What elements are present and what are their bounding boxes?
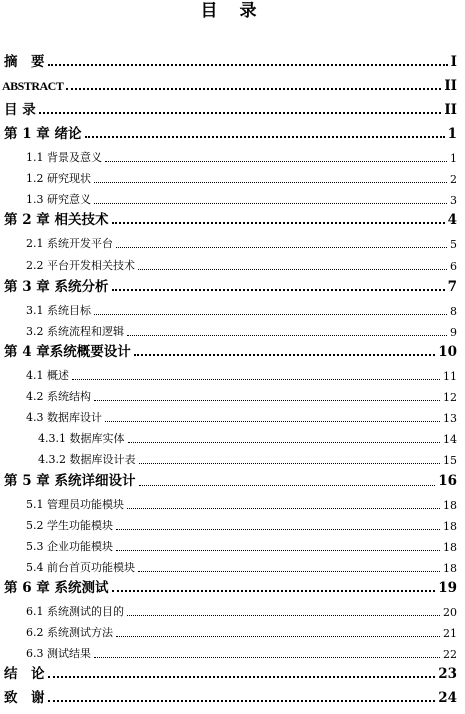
toc-entry-page: 16 (438, 473, 457, 489)
toc-entry-label: 3.1 系统目标 (26, 304, 91, 317)
toc-entry-label: 第 4 章系统概要设计 (4, 344, 131, 360)
toc-entry-page: II (444, 78, 457, 94)
toc-entry-chapter-4[interactable] (4, 342, 457, 360)
toc-entry-page: 6 (450, 260, 457, 273)
toc-entry-page: 11 (443, 370, 457, 383)
toc-entry-label: 5.1 管理员功能模块 (26, 498, 124, 511)
dot-leader (116, 550, 440, 551)
toc-entry-label: 4.1 概述 (26, 369, 69, 382)
toc-entry-4-3-2[interactable] (38, 449, 457, 467)
toc-entry-label: 6.1 系统测试的目的 (26, 605, 124, 618)
dot-leader (105, 161, 447, 162)
toc-entry-page: 2 (450, 173, 457, 186)
page-title: 目 录 (200, 1, 265, 21)
toc-entry-label: 结 论 (4, 666, 45, 682)
dot-leader (139, 463, 441, 464)
toc-entry-3-1[interactable] (26, 300, 457, 318)
dot-leader (48, 700, 436, 702)
toc-entry-label: 第 6 章 系统测试 (4, 580, 109, 596)
toc-entry-page: 22 (443, 648, 457, 661)
toc-entry-5-2[interactable] (26, 515, 457, 533)
dot-leader (112, 222, 445, 224)
toc-entry-page: 12 (443, 391, 457, 404)
toc-entry-chapter-5[interactable] (4, 471, 457, 489)
dot-leader (48, 676, 436, 678)
toc-entry-label: 第 2 章 相关技术 (4, 212, 109, 228)
dot-leader (138, 269, 447, 270)
toc-entry-page: 19 (438, 580, 457, 596)
toc-entry-label: 2.2 平台开发相关技术 (26, 259, 135, 272)
toc-entry-label: 6.2 系统测试方法 (26, 626, 113, 639)
toc-entry-label: ABSTRACT (2, 79, 64, 93)
dot-leader (127, 335, 447, 336)
toc-entry-page: 9 (450, 326, 457, 339)
dot-leader (94, 657, 440, 658)
toc-entry-2-2[interactable] (26, 255, 457, 273)
toc-entry-label: 致 谢 (4, 690, 45, 706)
toc-entry-label: 第 3 章 系统分析 (4, 279, 109, 295)
dot-leader (139, 485, 436, 486)
toc-entry-1-1[interactable] (26, 147, 457, 165)
dot-leader (94, 400, 440, 401)
toc-entry-page: 18 (443, 499, 457, 512)
toc-entry-6-3[interactable] (26, 643, 457, 661)
toc-entry-page: 3 (450, 194, 457, 207)
toc-entry-6-1[interactable] (26, 601, 457, 619)
toc-entry-page: 18 (443, 520, 457, 533)
dot-leader (116, 529, 440, 530)
toc-entry-page: 5 (450, 238, 457, 251)
toc-entry-label: 3.2 系统流程和逻辑 (26, 325, 124, 338)
toc-entry-4-2[interactable] (26, 386, 457, 404)
toc-entry-conclusion[interactable] (4, 664, 457, 682)
toc-entry-label: 第 5 章 系统详细设计 (4, 473, 136, 489)
toc-entry-chapter-1[interactable] (4, 124, 457, 142)
toc-entry-label: 4.2 系统结构 (26, 390, 91, 403)
toc-entry-4-1[interactable] (26, 365, 457, 383)
toc-entry-5-1[interactable] (26, 494, 457, 512)
dot-leader (94, 314, 447, 315)
dot-leader (116, 247, 447, 248)
dot-leader (85, 136, 445, 138)
toc-entry-page: 23 (438, 666, 457, 682)
toc-entry-label: 6.3 测试结果 (26, 647, 91, 660)
toc-entry-1-2[interactable] (26, 168, 457, 186)
toc-entry-4-3[interactable] (26, 407, 457, 425)
toc-entry-page: 1 (447, 126, 457, 142)
toc-entry-page: 10 (438, 344, 457, 360)
toc-entry-label: 1.2 研究现状 (26, 172, 91, 185)
toc-entry-label: 第 1 章 绪论 (4, 126, 82, 142)
toc-entry-label: 摘 要 (4, 54, 45, 70)
toc-entry-chapter-6[interactable] (4, 578, 457, 596)
dot-leader (66, 88, 441, 90)
toc-entry-label: 4.3.1 数据库实体 (38, 432, 125, 445)
toc-entry-page: 4 (447, 212, 457, 228)
toc-entry-page: 1 (450, 152, 457, 165)
toc-entry-label: 1.3 研究意义 (26, 193, 91, 206)
toc-entry-page: I (450, 54, 457, 70)
toc-entry-contents[interactable] (4, 100, 457, 118)
dot-leader (48, 64, 448, 66)
dot-leader (116, 636, 440, 637)
toc-entry-page: 20 (443, 606, 457, 619)
dot-leader (112, 590, 436, 592)
toc-entry-1-3[interactable] (26, 189, 457, 207)
toc-entry-label: 5.4 前台首页功能模块 (26, 561, 135, 574)
dot-leader (94, 182, 447, 183)
toc-entry-acknowledgements[interactable] (4, 688, 457, 706)
dot-leader (39, 112, 442, 114)
toc-entry-label: 4.3.2 数据库设计表 (38, 453, 136, 466)
toc-entry-6-2[interactable] (26, 622, 457, 640)
toc-entry-page: 24 (438, 690, 457, 706)
toc-entry-page: 15 (443, 454, 457, 467)
toc-entry-page: 14 (443, 433, 457, 446)
toc-entry-label: 5.2 学生功能模块 (26, 519, 113, 532)
toc-entry-chapter-3[interactable] (4, 277, 457, 295)
dot-leader (128, 442, 441, 443)
toc-entry-4-3-1[interactable] (38, 428, 457, 446)
toc-entry-page: 18 (443, 541, 457, 554)
toc-entry-5-3[interactable] (26, 536, 457, 554)
toc-entry-5-4[interactable] (26, 557, 457, 575)
toc-entry-2-1[interactable] (26, 233, 457, 251)
toc-entry-page: II (444, 102, 457, 118)
toc-entry-abstract-cn[interactable] (4, 52, 457, 70)
dot-leader (127, 615, 440, 616)
toc-entry-chapter-2[interactable] (4, 210, 457, 228)
toc-entry-page: 13 (443, 412, 457, 425)
toc-entry-label: 1.1 背景及意义 (26, 151, 102, 164)
dot-leader (105, 421, 440, 422)
toc-entry-label: 4.3 数据库设计 (26, 411, 102, 424)
dot-leader (72, 379, 440, 380)
toc-entry-label: 目 录 (4, 102, 36, 118)
toc-entry-page: 21 (443, 627, 457, 640)
toc-entry-page: 7 (447, 279, 457, 295)
dot-leader (94, 203, 447, 204)
dot-leader (127, 508, 440, 509)
toc-entry-page: 18 (443, 562, 457, 575)
toc-entry-label: 2.1 系统开发平台 (26, 237, 113, 250)
toc-entry-3-2[interactable] (26, 321, 457, 339)
toc-entry-page: 8 (450, 305, 457, 318)
dot-leader (112, 289, 445, 291)
dot-leader (138, 571, 440, 572)
toc-entry-label: 5.3 企业功能模块 (26, 540, 113, 553)
toc-entry-abstract-en[interactable] (2, 76, 457, 94)
dot-leader (134, 354, 435, 356)
